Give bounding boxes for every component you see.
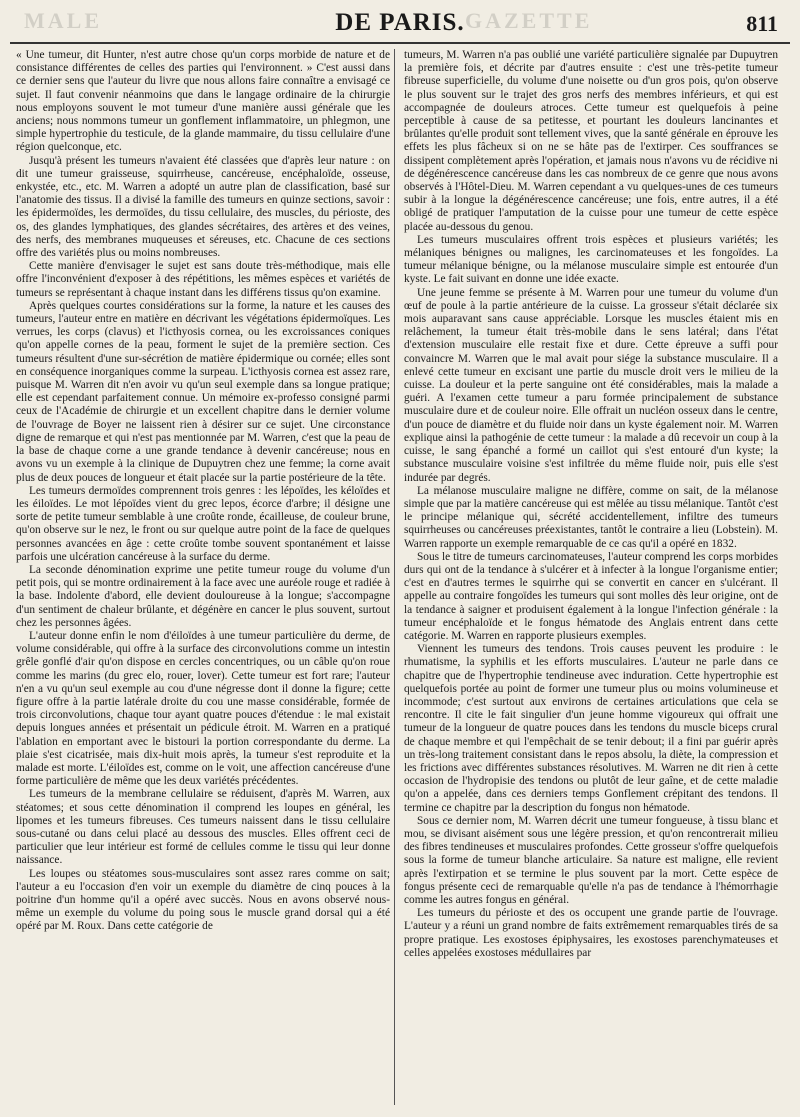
paragraph: Les tumeurs dermoïdes comprennent trois genres : les lépoïdes, les kéloïdes et les éiloïdes. Le mot lépoïdes vient du grec lepos, écorce d'arbre; il désigne une sorte de petite tumeur semblable à une croûte ronde, écailleuse, de couleur brune, qu'on observe sur le nez, le front ou sur quelque autre point de la face de quelques personnes avancées en âge : cette croûte tombe souvent spontanément et laisse parfois une ulcération cancéreuse à la surface du derme. bbox=[16, 484, 390, 563]
paragraph: La mélanose musculaire maligne ne diffère, comme on sait, de la mélanose simple que par la matière cancéreuse qui est mêlée au tissu mélanique. Tantôt c'est le principe mélanique qui, sécrété accidentellement, infiltre des tumeurs squirrheuses ou cancéreuses préexistantes, tantôt le contraire a lieu (Lobstein). M. Warren rapporte un exemple remarquable de ce cas qu'il a opéré en 1832. bbox=[404, 484, 778, 550]
paragraph: Jusqu'à présent les tumeurs n'avaient été classées que d'après leur nature : on dit une tumeur graisseuse, squirrheuse, cancéreuse, encéphaloïde, osseuse, enkystée, etc., etc. M. Warren a adopté un autre plan de classification, basé sur l'anatomie des tissus. Il a divisé la famille des tumeurs en quinze sections, savoir : les épidermoïdes, les dermoïdes, du tissu cellulaire, des muscles, du périoste, des os, des glandes lymphatiques, des glandes sécrétaires, des artères et des veines, des nerfs, des membranes muqueuses et séreuses, etc. Chacune de ces sections offre des variétés plus ou moins nombreuses. bbox=[16, 154, 390, 260]
paragraph: Cette manière d'envisager le sujet est sans doute très-méthodique, mais elle offre l'inconvénient d'exposer à des répétitions, les mêmes espèces et variétés de tumeurs se représentant à chaque instant dans les différens tissus qu'on examine. bbox=[16, 260, 390, 299]
paragraph: Une jeune femme se présente à M. Warren pour une tumeur du volume d'un œuf de poule à la partie antérieure de la cuisse. La grosseur s'était déclarée six mois auparavant sans cause appréciable. Lorsque les muscles étaient mis en relâchement, la tumeur était très-mobile dans le sens latéral; dans l'état d'extension musculaire elle restait fixe et dure. Cette épreuve a suffi pour convaincre M. Warren que le mal avait pour siége la substance musculaire. Il a enlevé cette tumeur en excisant une partie du muscle droit vers le milieu de la cuisse. La douleur et la perte sanguine ont été considérables, mais la malade a guéri. A l'examen cette tumeur a paru formée principalement de substance musculaire dure et de couleur noire. Elle offrait un nucléon osseux dans le centre, d'un pouce de diamètre et du fluide noir dans un kyste également noir. M. Warren explique ainsi la pathogénie de cette tumeur : la malade a dû recevoir un coup à la cuisse, le sang épanché a formé un caillot qui s'est entouré d'un kyste; la substance musculaire voisine s'est infiltrée du même fluide noir, puis elle s'est indurée par degrés. bbox=[404, 286, 778, 484]
header-rule bbox=[10, 42, 790, 44]
paragraph: Les tumeurs musculaires offrent trois espèces et plusieurs variétés; les mélaniques bénignes ou malignes, les carcinomateuses et les fongoïdes. La tumeur mélanique bénigne, ou la mélanose musculaire simple est entourée d'un kyste. Le fait suivant en donne une idée exacte. bbox=[404, 233, 778, 286]
paragraph: Les tumeurs du périoste et des os occupent une grande partie de l'ouvrage. L'auteur y a réuni un grand nombre de faits extrêmement remarquables tirés de sa propre pratique. Les exostoses épiphysaires, les exostoses parenchymateuses et celles appelées exostoses médullaires par bbox=[404, 907, 778, 959]
right-column bbox=[404, 49, 778, 960]
paragraph: Sous ce dernier nom, M. Warren décrit une tumeur fongueuse, à tissu blanc et mou, se divisant aisément sous une légère pression, et qu'on rencontrerait milieu des fibres tendineuses et musculaires profondes. Cette grosseur s'offre quelquefois sous la forme de tumeur blanche articulaire. Sa nature est maligne, elle revient après l'extirpation et se termine le plus souvent par la mort. Cette espèce de fongus présente ceci de remarquable qu'elle n'a pas de tendance à l'hémorrhagie comme les autres fongus en général. bbox=[404, 814, 778, 906]
paragraph: Les tumeurs de la membrane cellulaire se réduisent, d'après M. Warren, aux stéatomes; et sous cette dénomination il comprend les loupes en général, les lipomes et les tumeurs fibreuses. Ces tumeurs naissent dans le tissu cellulaire sous-cutané ou dans celui placé au dessous des muscles. Elles offrent ceci de particulier que leur intérieur est formé de cellules comme le tissu qui leur donne naissance. bbox=[16, 788, 390, 867]
page-number: 811 bbox=[746, 11, 778, 36]
paragraph: Viennent les tumeurs des tendons. Trois causes peuvent les produire : le rhumatisme, la syphilis et les efforts musculaires. L'auteur ne parle dans ce chapitre que de l'hypertrophie tendineuse avec induration. Cette hypertrophie est quelquefois portée au point de former une tumeur plus ou moins volumineuse et incommode; c'est surtout aux environs de certaines articulations que cela se rencontre. Il cite le fait singulier d'un jeune homme vigoureux qui offrait une tumeur de la longueur de quatre pouces dans les tendons du muscle biceps crural de chaque membre et qui l'empêchait de se tenir debout; il a fini par guérir après un très-long traitement consistant dans le repos absolu, la diète, la compression et les frictions avec différentes substances résolutives. M. Warren ne dit rien à cette occasion de l'hydropisie des tendons ou plutôt de leur gaîne, et de cette maladie qu'on a appelée, dans ces derniers temps Gonflement crépitant des tendons. Il termine ce chapitre par la description du fongus non hématode. bbox=[404, 643, 778, 814]
paragraph: Sous le titre de tumeurs carcinomateuses, l'auteur comprend les corps morbides durs qui ont de la tendance à s'ulcérer et à infecter à la longue l'organisme entier; c'est en d'autres termes le squirrhe qui se convertit en cancer en s'ulcérant. Il appelle au contraire fongoïdes les tumeurs qui sont molles dès leur origine, ont de la tendance à saigner et produisent également à la longue l'infection générale : la tumeur encéphaloïde et le fongus hématode des Anglais entrent dans cette catégorie. M. Warren en rapporte plusieurs exemples. bbox=[404, 550, 778, 642]
faded-show-through-text: GAZETTE bbox=[465, 8, 593, 33]
page-header bbox=[0, 0, 800, 40]
running-title: DE PARIS. bbox=[335, 9, 465, 36]
left-column bbox=[16, 49, 390, 934]
paragraph: Après quelques courtes considérations sur la forme, la nature et les causes des tumeurs, l'auteur entre en matière en décrivant les végétations épidermoïques. Les verrues, les corps (clavus) et l'icthyosis cornea, ou les excroissances coniques qu'on appelle cornes de la peau, forment le sujet de la première section. Ces tumeurs résultent d'une sur-sécrétion de matière épidermique ou cornée; elles sont en conséquence inorganiques comme la surpeau. L'icthyosis cornea est assez rare, puisque M. Warren dit n'en avoir vu qu'un seul exemple dans sa longue pratique; elle est cependant parfaitement connue. Un mémoire ex-professo consigné parmi ceux de l'Académie de chirurgie et un excellent chapitre dans le dernier volume de l'ouvrage de Boyer ne laissent rien à désirer sur ce sujet. Une circonstance digne de remarque et qui n'est pas mentionnée par M. Warren, c'est que la peau de la base de chaque corne a une grande tendance à devenir cancéreuse; nous en avons vu un exemple à la clinique de Dupuytren chez une femme; la corne avait plus de deux pouces de longueur et était placée sur la partie postérieure de la tête. bbox=[16, 299, 390, 484]
paragraph: L'auteur donne enfin le nom d'éiloïdes à une tumeur particulière du derme, de volume considérable, qui offre à la surface des circonvolutions comme un intestin grêle gonflé d'air qu'on dispose en cercles concentriques, ou un câble qu'on roue comme les marins (du grec elo, rouer, lover). Cette tumeur est fort rare; l'auteur n'en a vu qu'un seul exemple au cou d'une négresse dont il donne la figure; cette figure offre à la partie latérale droite du cou une masse considérable, formée de trois circonvolutions, chaque tour ayant quatre pouces d'étendue : le mal existait depuis longues années et présentait un pédicule étroit. M. Warren en a pratiqué l'ablation en emportant avec le bistouri la portion correspondante du derme. La plaie s'est cicatrisée, mais dix-huit mois après, la tumeur s'est reproduite et la malade est morte. L'éiloïdes est, comme on le voit, une affection cancéreuse d'une forme particulière de même que les deux variétés précédentes. bbox=[16, 629, 390, 788]
paragraph: La seconde dénomination exprime une petite tumeur rouge du volume d'un petit pois, qui se montre ordinairement à la face avec une auréole rouge et radiée à la base. Indolente d'abord, elle devient douloureuse à la longue; s'accompagne d'un sentiment de chaleur brûlante, et dégénère en cancer le plus souvent, surtout chez les personnes âgées. bbox=[16, 563, 390, 629]
paragraph: « Une tumeur, dit Hunter, n'est autre chose qu'un corps morbide de nature et de consistance différentes de celles des parties qui l'environnent. » C'est aussi dans ce dernier sens que l'auteur du livre que nous allons faire connaître a envisagé ce sujet. Il faut convenir néanmoins que dans le langage ordinaire de la chirurgie nous employons souvent le mot tumeur d'une manière aussi générale que les anciens; nous nommons tumeur un gonflement inflammatoire, un phlegmon, une simple hypertrophie du testicule, de la glande mammaire, du tissu cellulaire d'une région quelconque, etc. bbox=[16, 49, 390, 154]
faded-show-through-text: MALE bbox=[24, 8, 102, 33]
column-divider bbox=[394, 49, 395, 1105]
paragraph: tumeurs, M. Warren n'a pas oublié une variété particulière signalée par Dupuytren la première fois, et décrite par d'autres ensuite : c'est une très-petite tumeur fibreuse superficielle, du volume d'une noisette ou d'un gros pois, qu'on observe le plus souvent sur le trajet des gros nerfs des membres inférieurs, et qui est accompagnée de douleurs atroces. Cette tumeur est quelquefois à peine perceptible à cause de sa petitesse, et pourtant les douleurs lancinantes et brûlantes qu'elle produit sont tellement vives, que la santé générale en éprouve les effets les plus fâcheux si on ne se hâte pas de l'extirper. Ces souffrances se dissipent complètement après l'opération, et jamais nous n'avons vu de récidive ni de dégénérescence cancéreuse dans les cas nombreux de ce genre que nous avons observés à l'Hôtel-Dieu. M. Warren cependant a vu quelques-unes de ces tumeurs subir à la longue la dégénérescence cancéreuse; une fois, entre autres, il a été obligé de pratiquer l'amputation de la cuisse pour une tumeur de cette espèce placée au-dessous du genou. bbox=[404, 49, 778, 233]
paragraph: Les loupes ou stéatomes sous-musculaires sont assez rares comme on sait; l'auteur a eu l'occasion d'en voir un exemple du diamètre de cinq pouces à la poitrine d'un homme qu'il a opéré avec succès. Nous en avons observé nous-même un exemple du volume du poing sous le muscle grand dorsal qui a été opéré par M. Roux. Dans cette catégorie de bbox=[16, 867, 390, 933]
